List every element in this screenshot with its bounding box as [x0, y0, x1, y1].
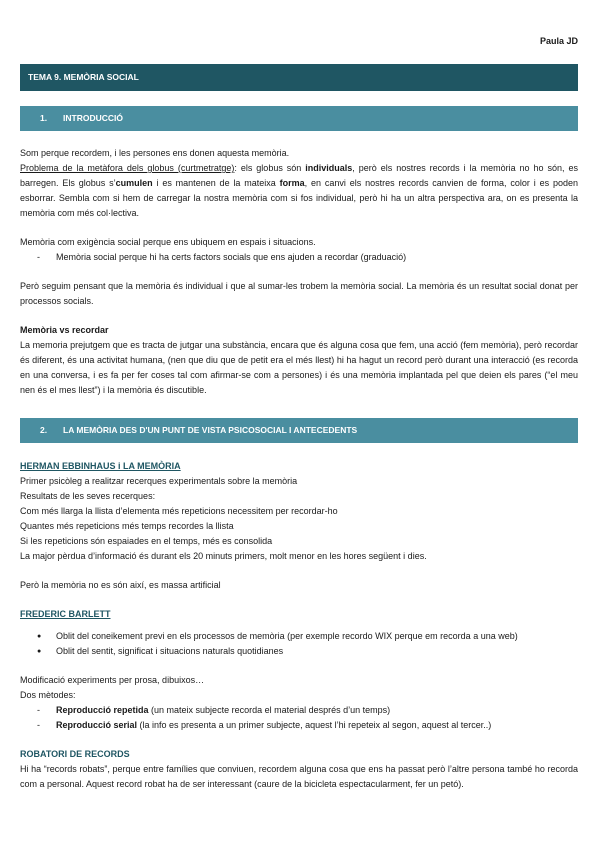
bold-term: individuals	[305, 163, 353, 173]
robatori-text: Hi ha “records robats”, perque entre famílies que conviuen, recordem alguna cosa que ens ha passat però l’altre persona també ho recorda com a personal. Aquest record robat ha de ser interessant (caure de la bicicleta espectacularment, fer un petó).	[20, 764, 578, 789]
ebbinghaus-line: Si les repeticions són espaiades en el temps, més es consolida	[20, 536, 273, 546]
ebbinghaus-title: HERMAN EBBINHAUS i LA MEMÒRIA	[20, 461, 181, 471]
ebbinghaus-line: Quantes més repeticions més temps recordes la llista	[20, 521, 234, 531]
bullet-item: ● Oblit del coneikement previ en els processos de memòria (per exemple recordo WIX perque em recorda a una web)	[20, 629, 578, 644]
intro-paragraph-balloons	[20, 161, 578, 221]
bold-term: forma	[279, 178, 305, 188]
section-2-body	[20, 459, 578, 792]
method-name: Reproducció serial	[56, 720, 138, 730]
author-name: Paula JD	[539, 36, 578, 46]
section-number: 1.	[40, 113, 48, 123]
modification-text: Modificació experiments per prosa, dibuixos…	[20, 675, 205, 685]
method-description: (un mateix subjecte recorda el material després d’un temps)	[148, 705, 391, 715]
subtitle-memoria-vs-recordar: Memòria vs recordar	[20, 325, 109, 335]
text-run: i es mantenen de la mateixa	[152, 178, 280, 188]
section-number: 2.	[40, 425, 48, 435]
method-name: Reproducció repetida	[56, 705, 149, 715]
bold-term: cumulen	[115, 178, 153, 188]
methods-label: Dos mètodes:	[20, 690, 76, 700]
intro-paragraph-3: Memòria com exigència social perque ens ubiquem en espais i situacions.	[20, 237, 316, 247]
ebbinghaus-conclusion: Però la memòria no es són així, es massa artificial	[20, 580, 221, 590]
bullet-item: ● Oblit del sentit, significat i situacions naturals quotidianes	[20, 644, 578, 659]
intro-paragraph-4: Però seguim pensant que la memòria és individual i que al sumar-les trobem la memòria social. La memòria és un resultat social donat per processos socials.	[20, 281, 578, 306]
section-title: LA MEMÒRIA DES D'UN PUNT DE VISTA PSICOSOCIAL I ANTECEDENTS	[63, 425, 358, 435]
text-run: , però els nostres records i la memòria no ho són, es barregen. Els globus s’	[20, 163, 578, 188]
intro-paragraph-5: La memoria prejutgem que es tracta de jutgar una substància, encara que és alguna cosa que fem, una acció (fem memòria), però recordar és diferent, és una activitat humana, (nen que diu que de petit era el més llest) hi ha hagut un record però durant una interacció (es recorda en una conversa, i es fa per fer coses tal com afirmar-se com a persones) i és una memòria implantada pel que deien els pares (“el meu nen és el mes llest”) i la memòria és discutible.	[20, 340, 578, 395]
topic-banner: TEMA 9. MEMÒRIA SOCIAL	[20, 64, 578, 91]
section-title: INTRODUCCIÓ	[63, 113, 123, 123]
ebbinghaus-line: Primer psicòleg a realitzar recerques experimentals sobre la memòria	[20, 476, 298, 486]
robatori-title: ROBATORI DE RECORDS	[20, 749, 130, 759]
text-run: : els globus són	[234, 163, 306, 173]
barlett-title: FREDERIC BARLETT	[20, 609, 111, 619]
balloon-metaphor-title: Problema de la metàfora dels globus (curtmetratge)	[20, 163, 235, 173]
method-item-repetida	[20, 703, 578, 718]
ebbinghaus-line: Com més llarga la llista d’elementa més repeticions necessitem per recordar-ho	[20, 506, 338, 516]
method-description: (la info es presenta a un primer subjecte, aquest l’hi repeteix al segon, aquest al tercer..)	[137, 720, 492, 730]
ebbinghaus-line: La major pèrdua d’informació és durant els 20 minuts primers, molt menor en les hores següent i dies.	[20, 551, 427, 561]
dash-item-graduacio: - Memòria social perque hi ha certs factors socials que ens ajuden a recordar (graduació)	[20, 250, 578, 265]
section-banner-psicosocial	[20, 418, 578, 443]
intro-section-body	[20, 146, 578, 398]
ebbinghaus-line: Resultats de les seves recerques:	[20, 491, 156, 501]
text-run: , en canvi els nostres records canvien de forma, color i es poden esborrar. Sembla com si hem de carregar la nostra memòria com si fos individual, però hi ha un altra perspectiva ara, on es presenta la memòria com més col·lectiva.	[20, 178, 578, 218]
intro-paragraph-1: Som perque recordem, i les persones ens donen aquesta memòria.	[20, 148, 290, 158]
section-banner-introduccio	[20, 106, 578, 131]
method-item-serial	[20, 718, 578, 733]
